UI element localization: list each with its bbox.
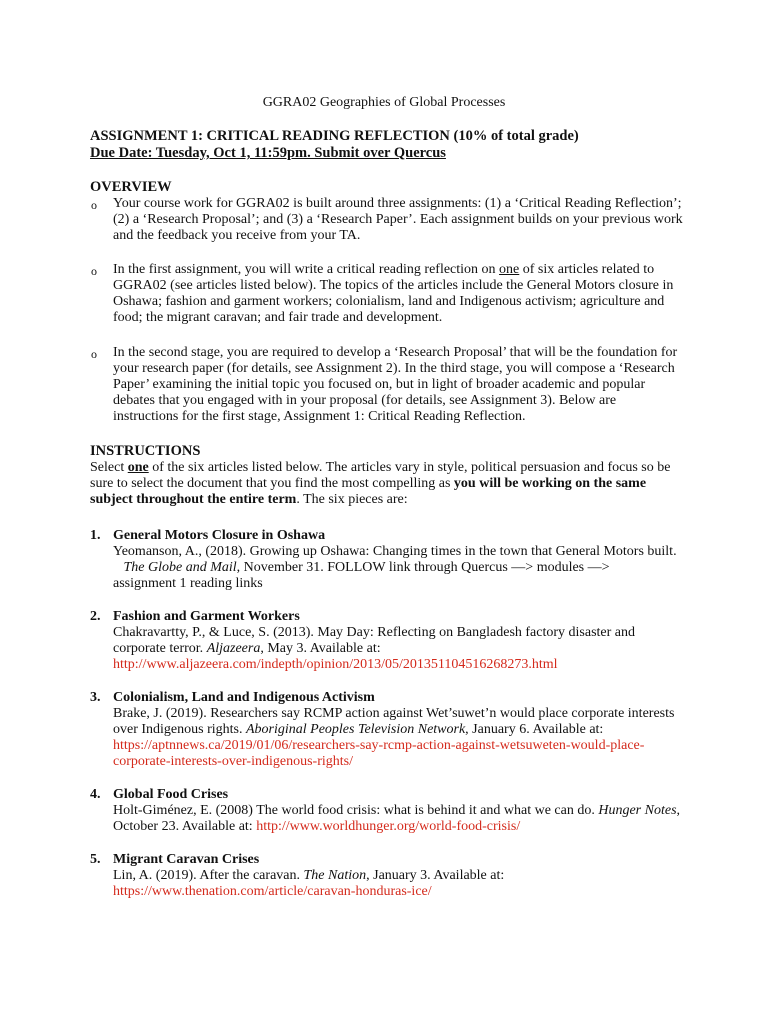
publication-name: Aljazeera [206, 641, 261, 656]
text-run: sure to select the document that you find the most compelling as [90, 476, 454, 491]
publication-name: Hunger Notes [598, 803, 677, 818]
citation-line [113, 722, 673, 738]
text-run: , January 3. Available at: [366, 868, 505, 883]
bullet-marker: o [91, 347, 97, 361]
citation-line: Brake, J. (2019). Researchers say RCMP action against Wet’suwet’n would place corporate interests [113, 706, 675, 721]
text-run: , [676, 803, 681, 818]
text-line: instructions for the first stage, Assignment 1: Critical Reading Reflection. [113, 409, 526, 424]
citation-line [113, 641, 673, 657]
emphasis-text: you will be working on the same [453, 476, 647, 491]
overview-paragraph-1 [113, 196, 683, 244]
text-run: over Indigenous rights. [113, 722, 246, 737]
text-run: Lin, A. (2019). After the caravan. [113, 868, 304, 883]
text-line: GGRA02 (see articles listed below). The topics of the articles include the General Motors closure in [113, 278, 674, 293]
article-link[interactable]: https://aptnnews.ca/2019/01/06/researchers-say-rcmp-action-against-wetsuweten-would-place- [113, 738, 645, 753]
publication-name: Aboriginal Peoples Television Network [245, 722, 466, 737]
article-link[interactable]: http://www.worldhunger.org/world-food-crisis/ [256, 819, 521, 834]
bullet-marker: o [91, 198, 97, 212]
overview-paragraph-3 [113, 345, 683, 425]
text-line [113, 262, 683, 278]
text-run: Holt-Giménez, E. (2008) The world food crisis: what is behind it and what we can do. [113, 803, 599, 818]
article-title: Migrant Caravan Crises [113, 852, 260, 867]
citation-line [113, 560, 673, 576]
text-run: , November 31. FOLLOW link through Quercus —> modules —> [236, 560, 610, 575]
text-line: debates that you engaged with in your proposal (for details, see Assignment 3). Below are [113, 393, 617, 408]
course-title: GGRA02 Geographies of Global Processes [262, 95, 506, 110]
bullet-marker: o [91, 264, 97, 278]
emphasis-text: subject throughout the entire term [90, 492, 297, 507]
text-line: and the feedback you receive from your TA. [113, 228, 361, 243]
emphasis-one: one [127, 460, 149, 475]
text-run: Select [90, 460, 128, 475]
assignment-title: ASSIGNMENT 1: CRITICAL READING REFLECTION (10% of total grade) [90, 128, 579, 144]
emphasis-one: one [499, 262, 520, 277]
article-link[interactable]: http://www.aljazeera.com/indepth/opinion/2013/05/201351104516268273.html [113, 657, 558, 672]
due-date: Due Date: Tuesday, Oct 1, 11:59pm. Submit over Quercus [90, 145, 446, 161]
citation-line [113, 868, 673, 884]
citation-line: Chakravartty, P., & Luce, S. (2013). May Day: Reflecting on Bangladesh factory disaster and [113, 625, 636, 640]
citation-line [113, 819, 673, 835]
text-line: food; the migrant caravan; and fair trade and development. [113, 310, 443, 325]
text-line: Your course work for GGRA02 is built around three assignments: (1) a ‘Critical Reading Reflection’; [113, 196, 682, 211]
text-line: (2) a ‘Research Proposal’; and (3) a ‘Research Paper’. Each assignment builds on your previous work [113, 212, 683, 227]
citation-line [113, 803, 681, 819]
text-run: of six articles related to [519, 262, 655, 277]
text-run: . The six pieces are: [296, 492, 408, 507]
citation-line: assignment 1 reading links [113, 576, 263, 591]
text-run: , May 3. Available at: [260, 641, 381, 656]
publication-name: The Globe and Mail [123, 560, 237, 575]
publication-name: The Nation [303, 868, 367, 883]
article-number: 5. [90, 852, 101, 867]
text-line: your research paper (for details, see Assignment 2). In the third stage, you will compose a ‘Research [113, 361, 675, 376]
citation-line: Yeomanson, A., (2018). Growing up Oshawa: Changing times in the town that General Motors built. [113, 544, 677, 559]
article-number: 4. [90, 787, 101, 802]
article-link[interactable]: https://www.thenation.com/article/caravan-honduras-ice/ [113, 884, 432, 899]
overview-heading: OVERVIEW [90, 179, 172, 195]
overview-paragraph-2 [113, 262, 683, 326]
text-run: October 23. Available at: [113, 819, 257, 834]
text-run: In the first assignment, you will write a critical reading reflection on [113, 262, 500, 277]
text-run [113, 560, 124, 575]
text-run: , January 6. Available at: [465, 722, 604, 737]
text-line: Paper’ examining the initial topic you focused on, but in light of broader academic and popular [113, 377, 646, 392]
text-run: corporate terror. [113, 641, 207, 656]
text-line: In the second stage, you are required to develop a ‘Research Proposal’ that will be the foundation for [113, 345, 678, 360]
text-line: Oshawa; fashion and garment workers; colonialism, land and Indigenous activism; agriculture and [113, 294, 665, 309]
text-line [90, 476, 690, 492]
text-line [90, 460, 690, 476]
article-number: 2. [90, 609, 101, 624]
article-title: General Motors Closure in Oshawa [113, 528, 326, 543]
instructions-heading: INSTRUCTIONS [90, 443, 201, 459]
instructions-paragraph [90, 460, 690, 508]
article-title: Fashion and Garment Workers [113, 609, 300, 624]
article-number: 3. [90, 690, 101, 705]
article-title: Colonialism, Land and Indigenous Activism [113, 690, 375, 705]
text-line [90, 492, 690, 508]
article-number: 1. [90, 528, 101, 543]
article-link-continued[interactable]: corporate-interests-over-indigenous-rights/ [113, 754, 353, 769]
text-run: of the six articles listed below. The articles vary in style, political persuasion and focus so be [148, 460, 671, 475]
article-title: Global Food Crises [113, 787, 229, 802]
